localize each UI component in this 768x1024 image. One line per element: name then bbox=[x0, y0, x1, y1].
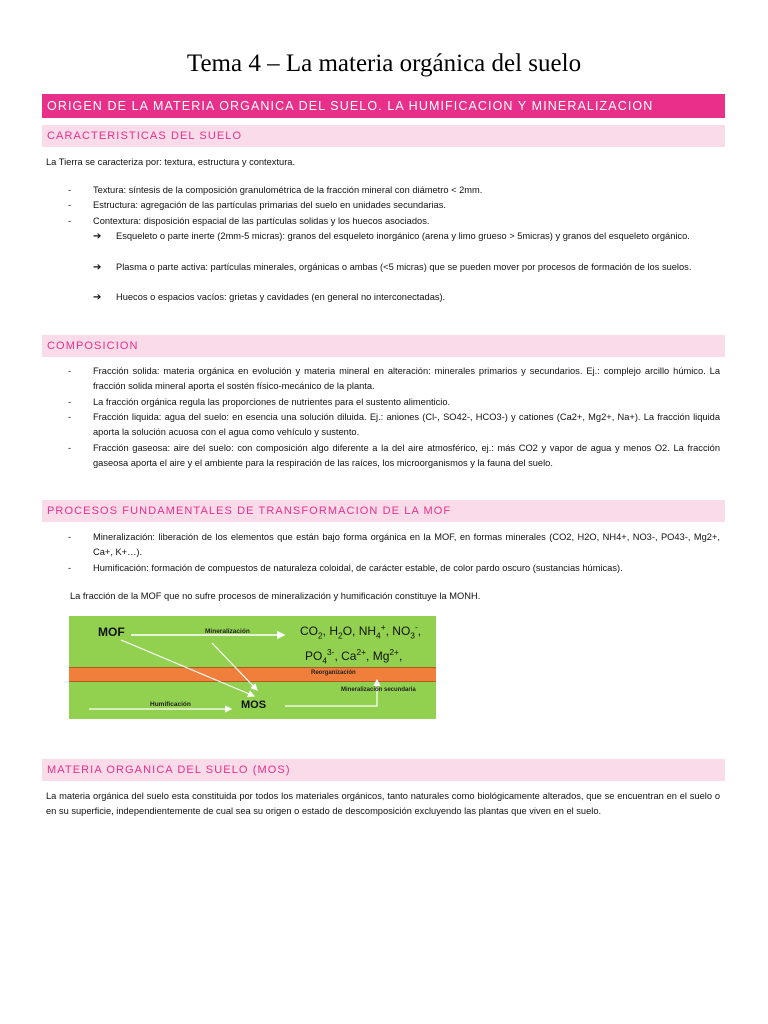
page-title: Tema 4 – La materia orgánica del suelo bbox=[186, 50, 582, 77]
s2-item: Fracción gaseosa: aire del suelo: con composición algo diferente a la del aire atmosférico, ej.: más CO2 y vapor de agua y menos O2. La fracción gaseosa aporta el aire y el ambiente para la respiración de las raíces, los microorganismos y la fauna del suelo. bbox=[93, 443, 720, 469]
bullet-dash: - bbox=[68, 563, 72, 573]
s3-item: Humificación: formación de compuestos de naturaleza coloidal, de carácter estable, de color pardo oscuro (sustancias húmicas). bbox=[93, 563, 623, 573]
mineralizacion-secundaria-label: Mineralización secundaria bbox=[341, 687, 416, 693]
arrow-right-icon: ➔ bbox=[93, 262, 102, 273]
bullet-dash: - bbox=[68, 366, 72, 376]
s2-item: Fracción liquida: agua del suelo: en esencia una solución diluida. Ej.: aniones (Cl-, SO42-, HCO3-) y cationes (Ca2+, Mg2+, Na+). La fracción liquida aporta la solución acuosa con el agua como vehículo y sustento. bbox=[93, 412, 720, 438]
s2-item: Fracción solida: materia orgánica en evolución y materia mineral en alteración: minerales primarios y secundarios. Ej.: complejo arcillo húmico. La fracción solida mineral aporta el sostén físico-mecánico de la planta. bbox=[93, 366, 720, 392]
mos-label: MOS bbox=[241, 699, 267, 711]
arrow-right-icon: ➔ bbox=[93, 292, 102, 303]
main-section-heading: ORIGEN DE LA MATERIA ORGANICA DEL SUELO. LA HUMIFICACION Y MINERALIZACION bbox=[42, 94, 725, 118]
section-heading-caracteristicas: CARACTERISTICAS DEL SUELO bbox=[42, 125, 725, 147]
s2-item: La fracción orgánica regula las proporciones de nutrientes para el sustento alimenticio. bbox=[93, 397, 451, 407]
mof-to-mos-arrow bbox=[121, 640, 254, 696]
mineralizacion-label: Mineralización bbox=[205, 628, 250, 635]
humificacion-label: Humificación bbox=[150, 701, 191, 708]
section-heading-procesos: PROCESOS FUNDAMENTALES DE TRANSFORMACION DE LA MOF bbox=[42, 500, 725, 522]
mof-transformation-diagram bbox=[69, 616, 436, 719]
bullet-dash: - bbox=[68, 200, 72, 210]
s1-subitem: Esqueleto o parte inerte (2mm-5 micras): granos del esqueleto inorgánico (arena y limo grueso > 5micras) y granos del esqueleto orgánico. bbox=[116, 231, 690, 241]
s3-note: La fracción de la MOF que no sufre procesos de mineralización y humificación constituye la MONH. bbox=[70, 591, 481, 601]
bullet-dash: - bbox=[68, 185, 72, 195]
s4-body: La materia orgánica del suelo esta constituida por todos los materiales orgánicos, tanto naturales como biológicamente alterados, que se encuentran en el suelo o en su superficie, independientemente de cual sea su origen o estado de descomposición excluyendo las plantas que viven en el suelo. bbox=[46, 791, 720, 817]
s1-subitem: Huecos o espacios vacíos: grietas y cavidades (en general no interconectadas). bbox=[116, 292, 446, 302]
s1-item: Estructura: agregación de las partículas primarias del suelo en unidades secundarias. bbox=[93, 200, 446, 210]
section-heading-mos: MATERIA ORGANICA DEL SUELO (MOS) bbox=[42, 759, 725, 781]
bullet-dash: - bbox=[68, 397, 72, 407]
s1-subitem: Plasma o parte activa: partículas minerales, orgánicas o ambas (<5 micras) que se pueden mover por procesos de formación de los suelos. bbox=[116, 262, 692, 272]
s1-intro: La Tierra se caracteriza por: textura, estructura y contextura. bbox=[46, 157, 296, 167]
bullet-dash: - bbox=[68, 532, 72, 542]
s1-item: Textura: síntesis de la composición granulométrica de la fracción mineral con diámetro < 2mm. bbox=[93, 185, 483, 195]
bullet-dash: - bbox=[68, 443, 72, 453]
s3-item: Mineralización: liberación de los elementos que están bajo forma orgánica en la MOF, en formas minerales (CO2, H2O, NH4+, NO3-, PO43-, Mg2+, Ca+, K+…). bbox=[93, 532, 720, 558]
reorganizacion-label: Reorganización bbox=[311, 670, 356, 676]
products-line-1: $CO_2$, $H_2O$, $NH_4^+$, $NO_3^-$, bbox=[300, 622, 422, 641]
arrow-right-icon: ➔ bbox=[93, 231, 102, 242]
secondary-mineralization-arrow bbox=[285, 680, 377, 706]
s1-item: Contextura: disposición espacial de las partículas solidas y los huecos asociados. bbox=[93, 216, 430, 226]
mof-label: MOF bbox=[98, 625, 125, 639]
bullet-dash: - bbox=[68, 412, 72, 422]
section-heading-composicion: COMPOSICION bbox=[42, 335, 725, 357]
mineral-to-mos-arrow bbox=[212, 643, 257, 690]
products-line-2: $PO_4^{3-}$, $Ca^{2+}$, $Mg^{2+}$, bbox=[305, 647, 403, 666]
bullet-dash: - bbox=[68, 216, 72, 226]
